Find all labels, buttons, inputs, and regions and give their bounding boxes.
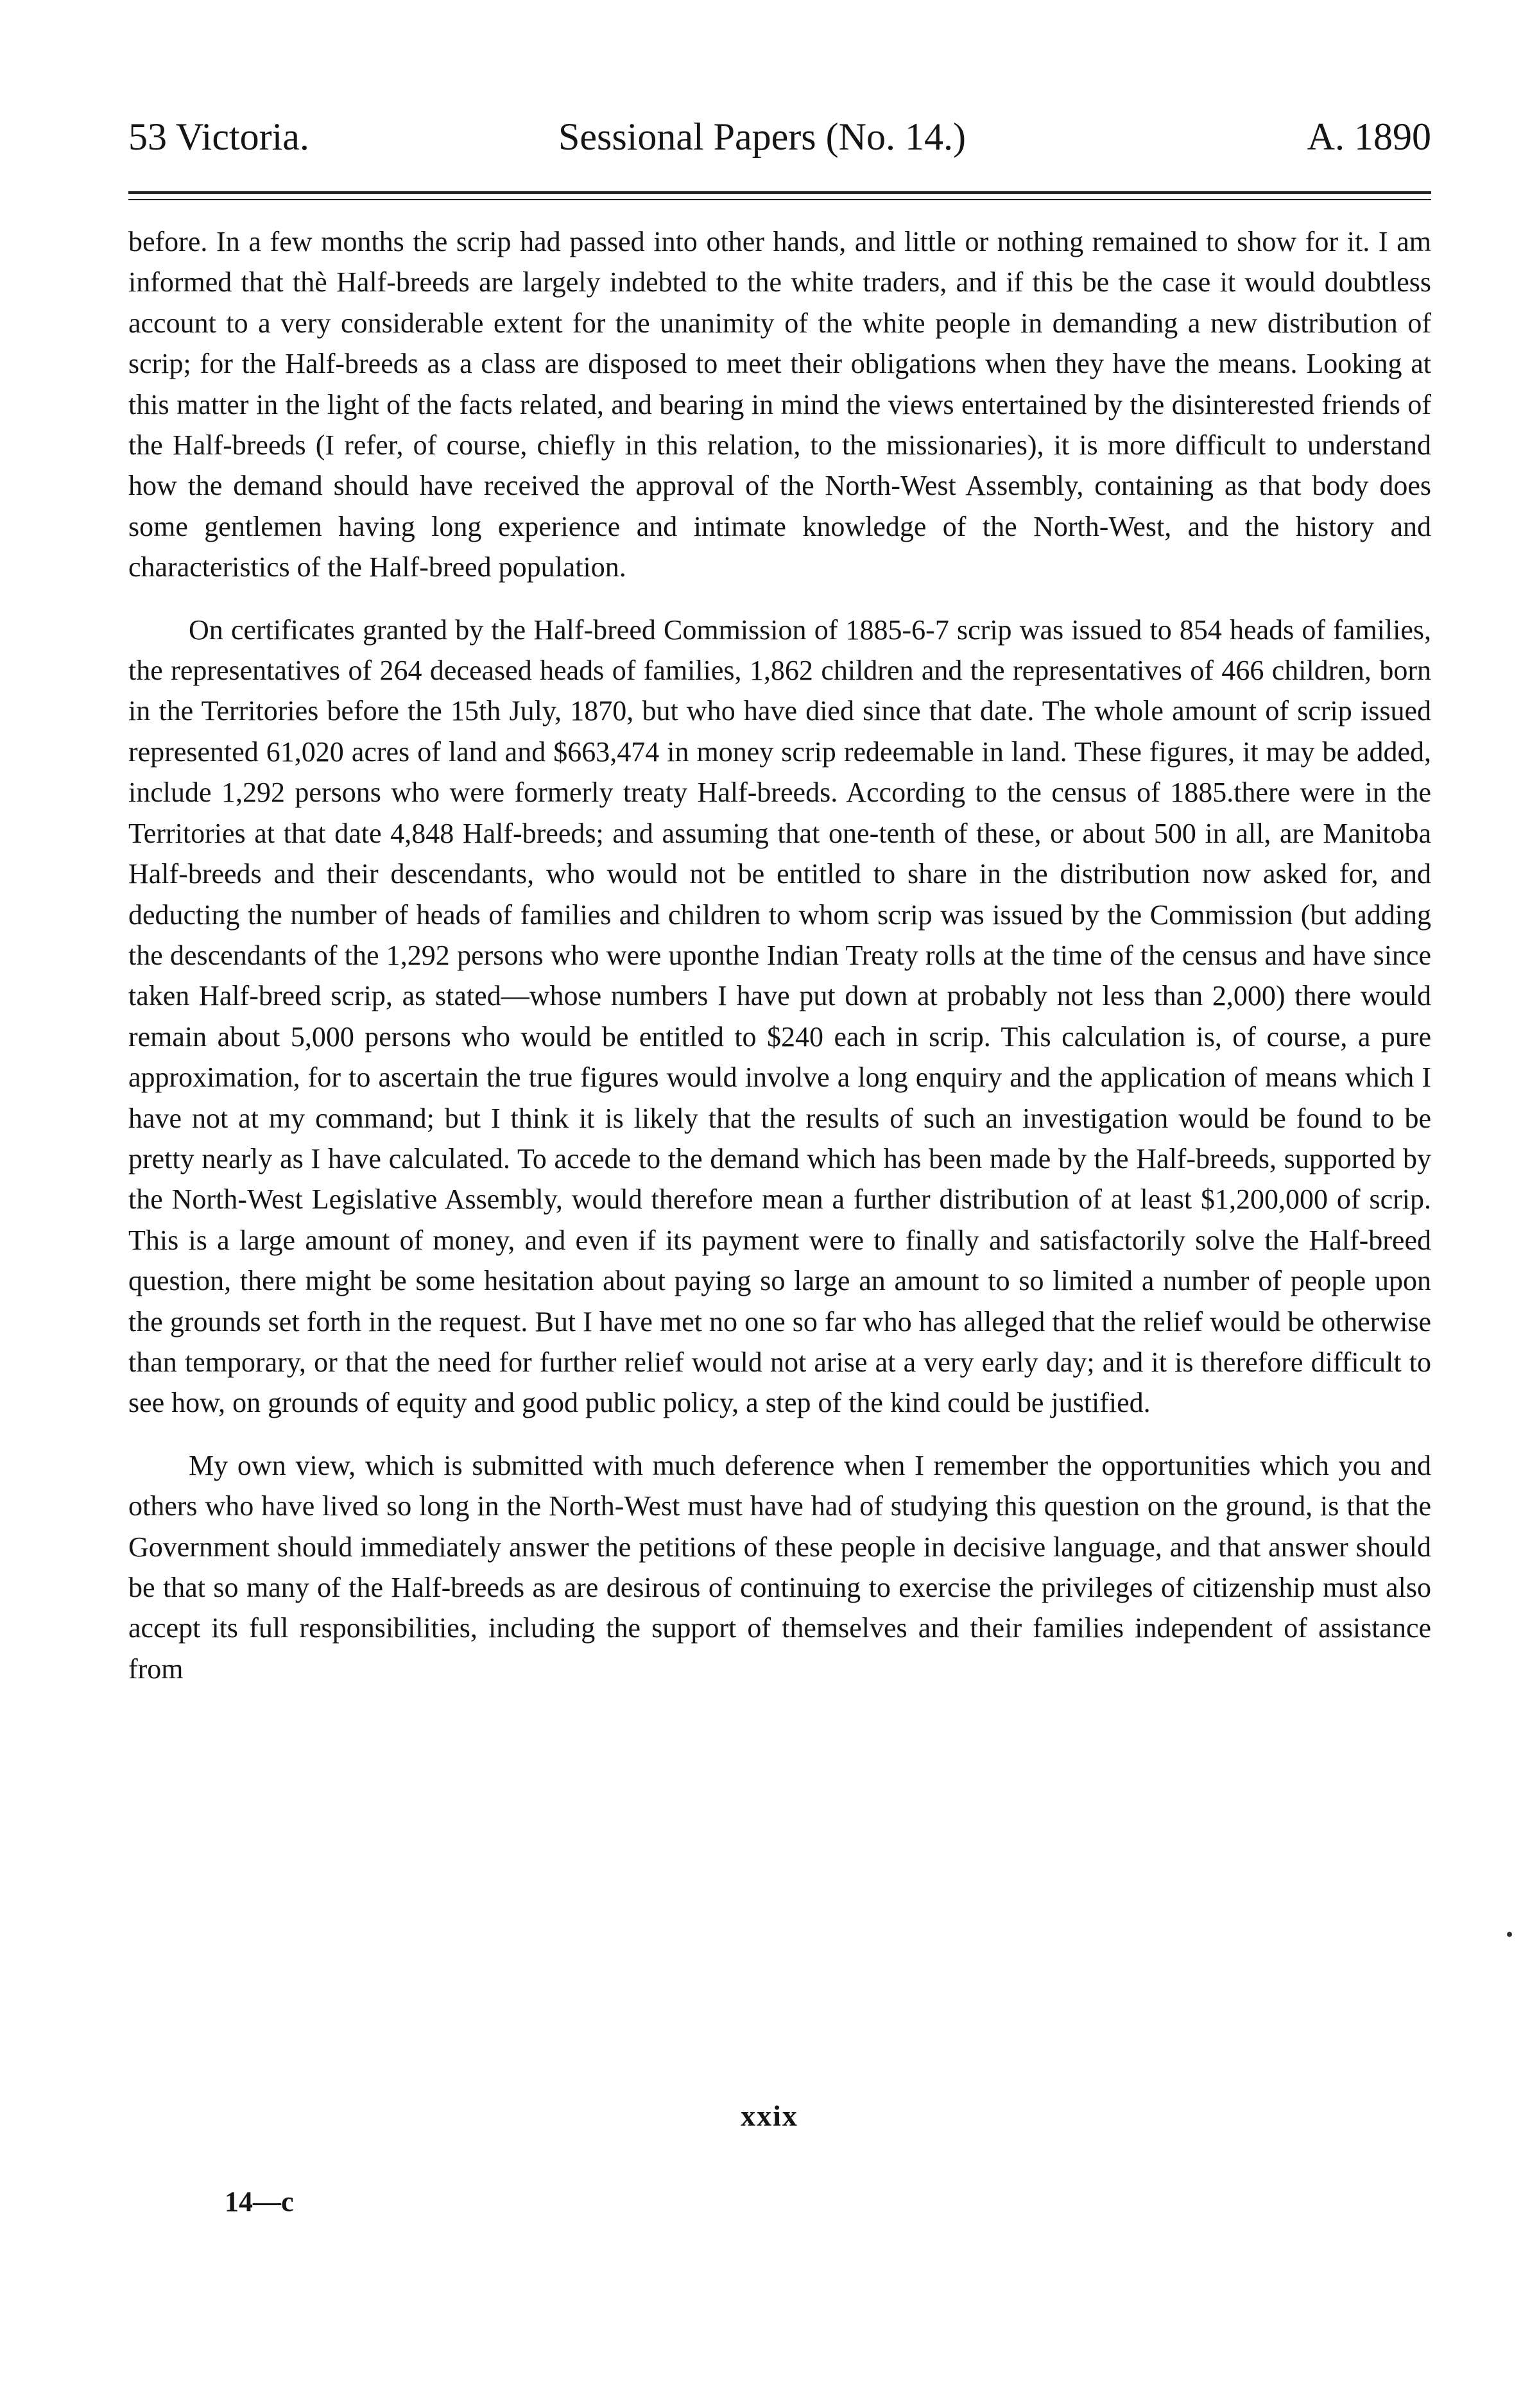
header-session: 53 Victoria. bbox=[128, 116, 309, 158]
ink-speck bbox=[1507, 1932, 1512, 1937]
paragraph-own-view: My own view, which is submitted with much deference when I remember the opportunities which you and others who have lived so long in the North-West must have had of studying this question on the ground, is that the Government should immediately answer the petitions of these people in decisive language, and that answer should be that so many of the Half-breeds as are desirous of continuing to exercise the privileges of citizenship must also accept its full responsibilities, including the support of themselves and their families independent of assistance from bbox=[128, 1449, 1431, 1685]
header-title: Sessional Papers (No. 14.) bbox=[558, 116, 966, 158]
page-body bbox=[128, 221, 1431, 1689]
signature-mark: 14—c bbox=[225, 2186, 294, 2217]
paragraph-scrip-figures: On certificates granted by the Half-breed Commission of 1885-6-7 scrip was issued to 854 heads of families, the representatives of 264 deceased heads of families, 1,862 children and the representatives of 466 children, born in the Territories before the 15th July, 1870, but who have died since that date. The whole amount of scrip issued represented 61,020 acres of land and $663,474 in money scrip redeemable in land. These figures, it may be added, include 1,292 persons who were formerly treaty Half-breeds. According to the census of 1885.there were in the Territories at that date 4,848 Half-breeds; and assuming that one-tenth of these, or about 500 in all, are Manitoba Half-breeds and their descendants, who would not be entitled to share in the distribution now asked for, and deducting the number of heads of families and children to whom scrip was issued by the Commission (but adding the descendants of the 1,292 persons who were uponthe Indian Treaty rolls at the time of the census and have since taken Half-breed scrip, as stated—whose numbers I have put down at probably not less than 2,000) there would remain about 5,000 persons who would be entitled to $240 each in scrip. This calculation is, of course, a pure approximation, for to ascertain the true figures would involve a long enquiry and the application of means which I have not at my command; but I think it is likely that the results of such an investigation would be found to be pretty nearly as I have calculated. To accede to the demand which has been made by the Half-breeds, supported by the North-West Legislative Assembly, would therefore mean a further distribution of at least $1,200,000 of scrip. This is a large amount of money, and even if its payment were to finally and satisfactorily solve the Half-breed question, there might be some hesitation about paying so large an amount to so limited a number of people upon the grounds set forth in the request. But I have met no one so far who has alleged that the relief would be otherwise than temporary, or that the need for further relief would not arise at a very early day; and it is therefore difficult to see how, on grounds of equity and good public policy, a step of the kind could be justified. bbox=[128, 614, 1431, 1419]
running-header bbox=[128, 108, 1431, 166]
header-year: A. 1890 bbox=[1307, 116, 1431, 158]
header-rule-thin bbox=[128, 199, 1431, 200]
paragraph-continuation: before. In a few months the scrip had passed into other hands, and little or nothing remained to show for it. I am informed that thè Half-breeds are largely indebted to the white traders, and if this be the case it would doubtless account to a very considerable extent for the unanimity of the white people in demanding a new distribution of scrip; for the Half-breeds as a class are disposed to meet their obligations when they have the means. Looking at this matter in the light of the facts related, and bearing in mind the views entertained by the disinterested friends of the Half-breeds (I refer, of course, chiefly in this relation, to the missionaries), it is more difficult to understand how the demand should have received the approval of the North-West Assembly, containing as that body does some gentlemen having long experience and intimate knowledge of the North-West, and the history and characteristics of the Half-breed population. bbox=[128, 226, 1431, 583]
paragraph-gap bbox=[128, 588, 1431, 610]
header-rule-thick bbox=[128, 191, 1431, 194]
page-number: xxix bbox=[741, 2099, 798, 2132]
paragraph-gap bbox=[128, 1423, 1431, 1445]
